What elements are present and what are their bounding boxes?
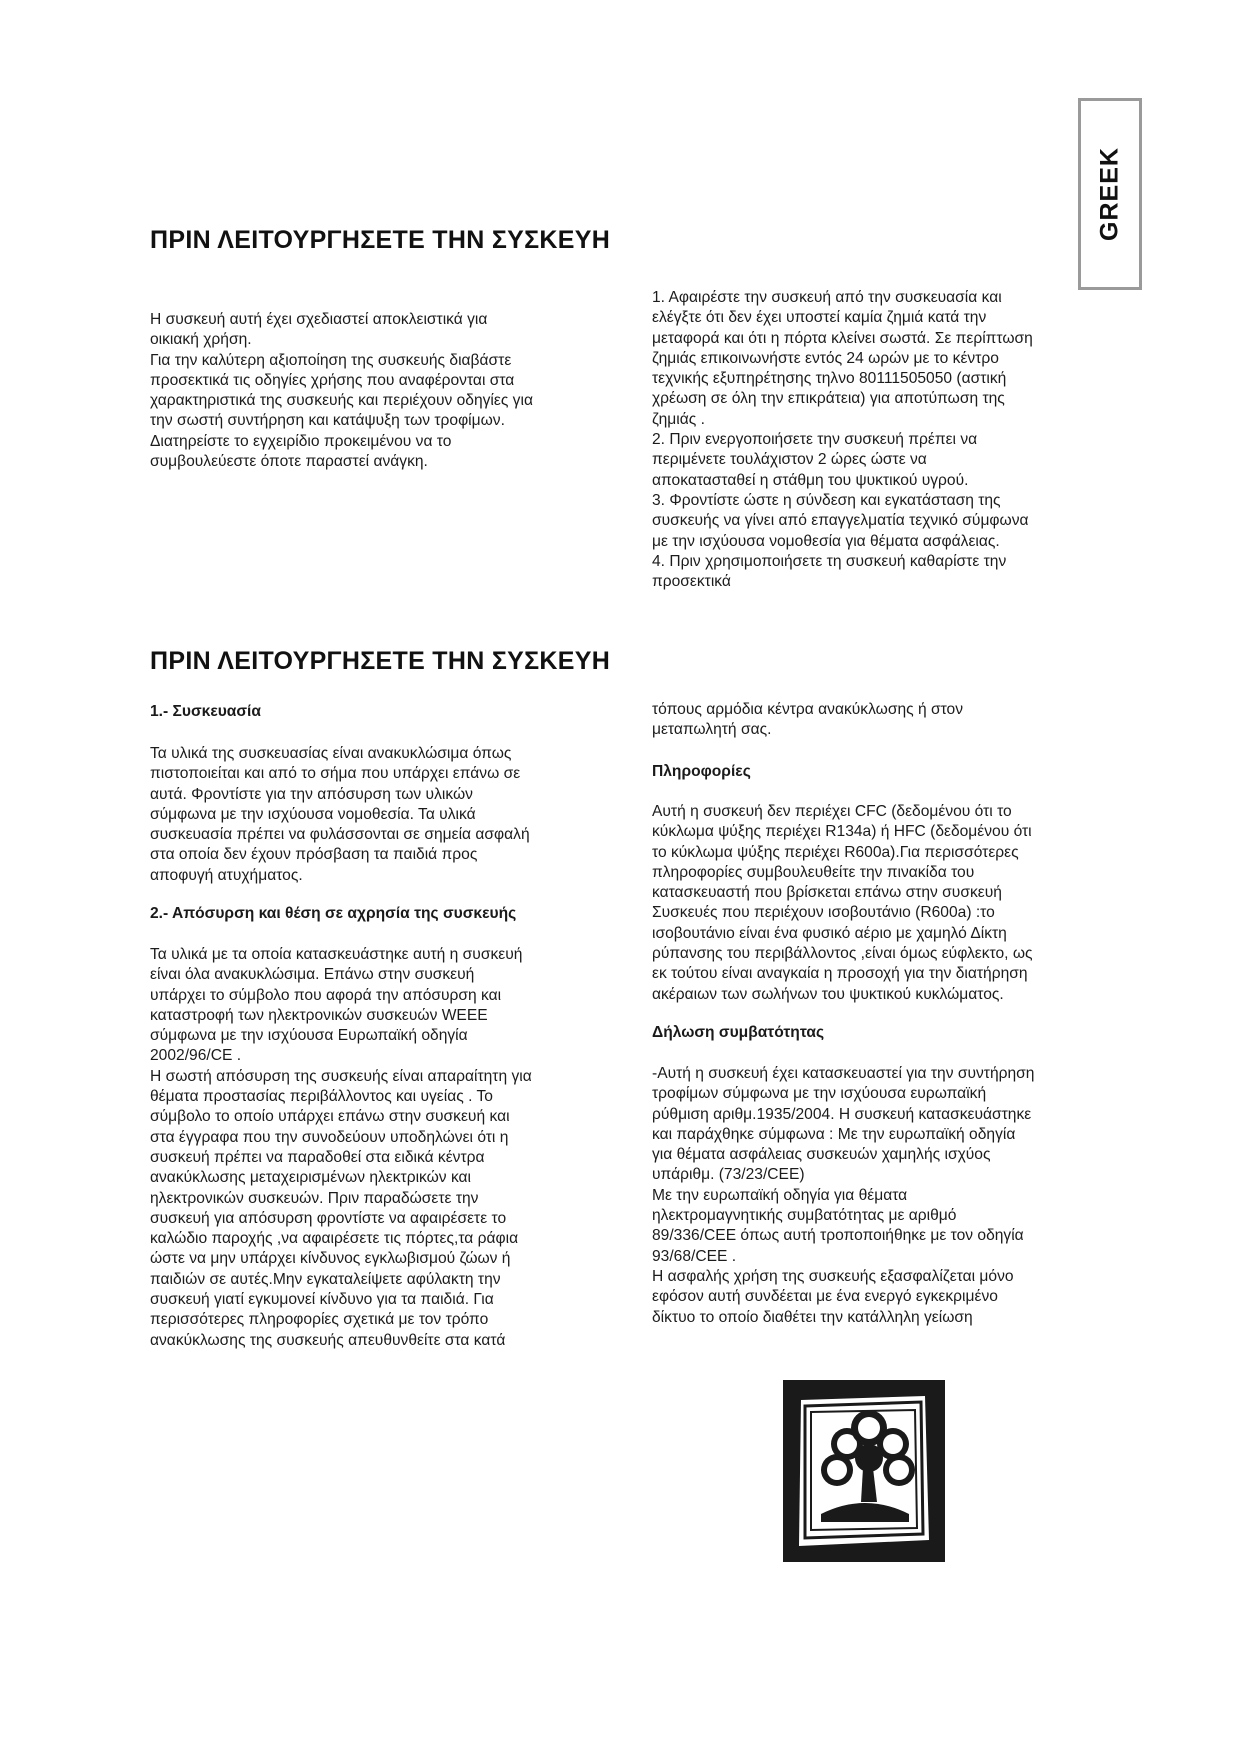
disposal-continued: τόπους αρμόδια κέντρα ανακύκλωσης ή στον μεταπωλητή σας. [652, 701, 964, 739]
conformity-title: Δήλωση συμβατότητας [652, 1024, 825, 1041]
info-text: Αυτή η συσκευή δεν περιέχει CFC (δεδομένου ότι το κύκλωμα ψύξης περιέχει R134a) ή HFC (δεδομένου ότι το κύκλωμα ψύξης περιέχει R600a).Για περισσότερες πληροφορίες συμβουλευθείτε την πινακίδα του κατασκευαστή που βρίσκεται επάνω στην συσκευή Συσκευές που περιέχουν ισοβουτάνιο (R600a) :το ισοβουτάνιο είναι ένα φυσικό αέριο με χαμηλό Δίκτη ρύπανσης του περιβάλλοντος ,είναι όμως εύφλεκτο, ως εκ τούτου είναι αναγκαία η προσοχή για την διατήρηση ακέραιων των σωλήνων του ψυκτικού κυκλώματος. [652, 803, 1033, 1003]
preparation-steps: 1. Αφαιρέστε την συσκευή από την συσκευασία και ελέγξτε ότι δεν έχει υποστεί καμία ζημιά κατά την μεταφορά και ότι η πόρτα κλείνει σωστά. Σε περίπτωση ζημιάς επικοινωνήστε εντός 24 ωρών με το κέντρο τεχνικής εξυπηρέτησης τηλνο 80111505050 (αστική χρέωση σε όλη την επικράτεια) για αποτύπωση της ζημιάς . 2. Πριν ενεργοποιήσετε την συσκευή πρέπει να περιμένετε τουλάχιστον 2 ώρες ώστε να αποκατασταθεί η στάθμη του ψυκτικού υγρού. 3. Φροντίστε ώστε η σύνδεση και εγκατάσταση της συσκευής να γίνει από επαγγελματία τεχνικό σύμφωνα με την ισχύουσα νομοθεσία για θέματα ασφάλειας. 4. Πριν χρησιμοποιήσετε τη συσκευή καθαρίστε την προσεκτικά [652, 289, 1033, 591]
section2-heading: ΠΡΙΝ ΛΕΙΤΟΥΡΓΗΣΕΤΕ ΤΗΝ ΣΥΣΚΕΥΗ [150, 647, 611, 675]
packaging-title: 1.- Συσκευασία [150, 703, 261, 720]
disposal-title: 2.- Απόσυρση και θέση σε αχρησία της συσκευής [150, 905, 517, 922]
disposal-text: Τα υλικά με τα οποία κατασκευάστηκε αυτή η συσκευή είναι όλα ανακυκλώσιμα. Επάνω στην συσκευή υπάρχει το σύμβολο που αφορά την απόσυρση και καταστροφή των ηλεκτρονικών συσκευών WEEE σύμφωνα με την ισχύουσα Ευρωπαϊκή οδηγία 2002/96/CE . Η σωστή απόσυρση της συσκευής είναι απαραίτητη για θέματα προστασίας περιβάλλοντος και υγείας . Το σύμβολο το οποίο υπάρχει επάνω στην συσκευή και στα έγγραφα που την συνοδεύουν υποδηλώνει ότι η συσκευή πρέπει να παραδοθεί στα ειδικά κέντρα ανακύκλωσης μεταχειρισμένων ηλεκτρικών και ηλεκτρονικών συσκευών. Πριν παραδώσετε την συσκευή για απόσυρση φροντίστε να αφαιρέσετε το καλώδιο παροχής ,να αφαιρέσετε τις πόρτες,τα ράφια ώστε να μην υπάρχει κίνδυνος εγκλωβισμού ζώων ή παιδιών σε αυτές.Μην εγκαταλείψετε αφύλακτη την συσκευή γιατί εγκυμονεί κίνδυνο για τα παιδιά. Για περισσότερες πληροφορίες σχετικά με τον τρόπο ανακύκλωσης της συσκευής απευθυνθείτε στα κατά [150, 946, 532, 1349]
language-tab [1078, 98, 1142, 290]
section1-heading: ΠΡΙΝ ΛΕΙΤΟΥΡΓΗΣΕΤΕ ΤΗΝ ΣΥΣΚΕΥΗ [150, 226, 611, 254]
packaging-text: Τα υλικά της συσκευασίας είναι ανακυκλώσιμα όπως πιστοποιείται και από το σήμα που υπάρχει επάνω σε αυτά. Φροντίστε για την απόσυρση των υλικών σύμφωνα με την ισχύουσα νομοθεσία. Τα υλικά συσκευασία πρέπει να φυλάσσονται σε σημεία ασφαλή στα οποία δεν έχουν πρόσβαση τα παιδιά προς αποφυγή ατυχήματος. [150, 745, 530, 884]
info-title: Πληροφορίες [652, 763, 751, 780]
eco-tree-icon [781, 1378, 947, 1569]
language-tab-label: GREEK [1095, 147, 1124, 241]
conformity-text: -Αυτή η συσκευή έχει κατασκευαστεί για την συντήρηση τροφίμων σύμφωνα με την ισχύουσα ευρωπαϊκή ρύθμιση αριθμ.1935/2004. Η συσκευή κατασκευάστηκε και παράχθηκε σύμφωνα : Με την ευρωπαϊκή οδηγία για θέματα ασφάλειας συσκευών χαμηλής ισχύος υπάριθμ. (73/23/CEE) Με την ευρωπαϊκή οδηγία για θέματα ηλεκτρομαγνητικής συμβατότητας με αριθμό 89/336/CEE όπως αυτή τροποποιήθηκε με τον οδηγία 93/68/CEE . Η ασφαλής χρήση της συσκευής εξασφαλίζεται μόνο εφόσον αυτή συνδέεται με ένα ενεργό εγκεκριμένο δίκτυο το οποίο διαθέτει την κατάλληλη γείωση [652, 1065, 1035, 1326]
intro-text: Η συσκευή αυτή έχει σχεδιαστεί αποκλειστικά για οικιακή χρήση. Για την καλύτερη αξιοποίηση της συσκευής διαβάστε προσεκτικά τις οδηγίες χρήσης που αναφέρονται στα χαρακτηριστικά της συσκευής και περιέχουν οδηγίες για την σωστή συντήρηση και κατάψυξη των τροφίμων. Διατηρείστε το εγχειρίδιο προκειμένου να το συμβουλεύεστε όποτε παραστεί ανάγκη. [150, 311, 533, 471]
